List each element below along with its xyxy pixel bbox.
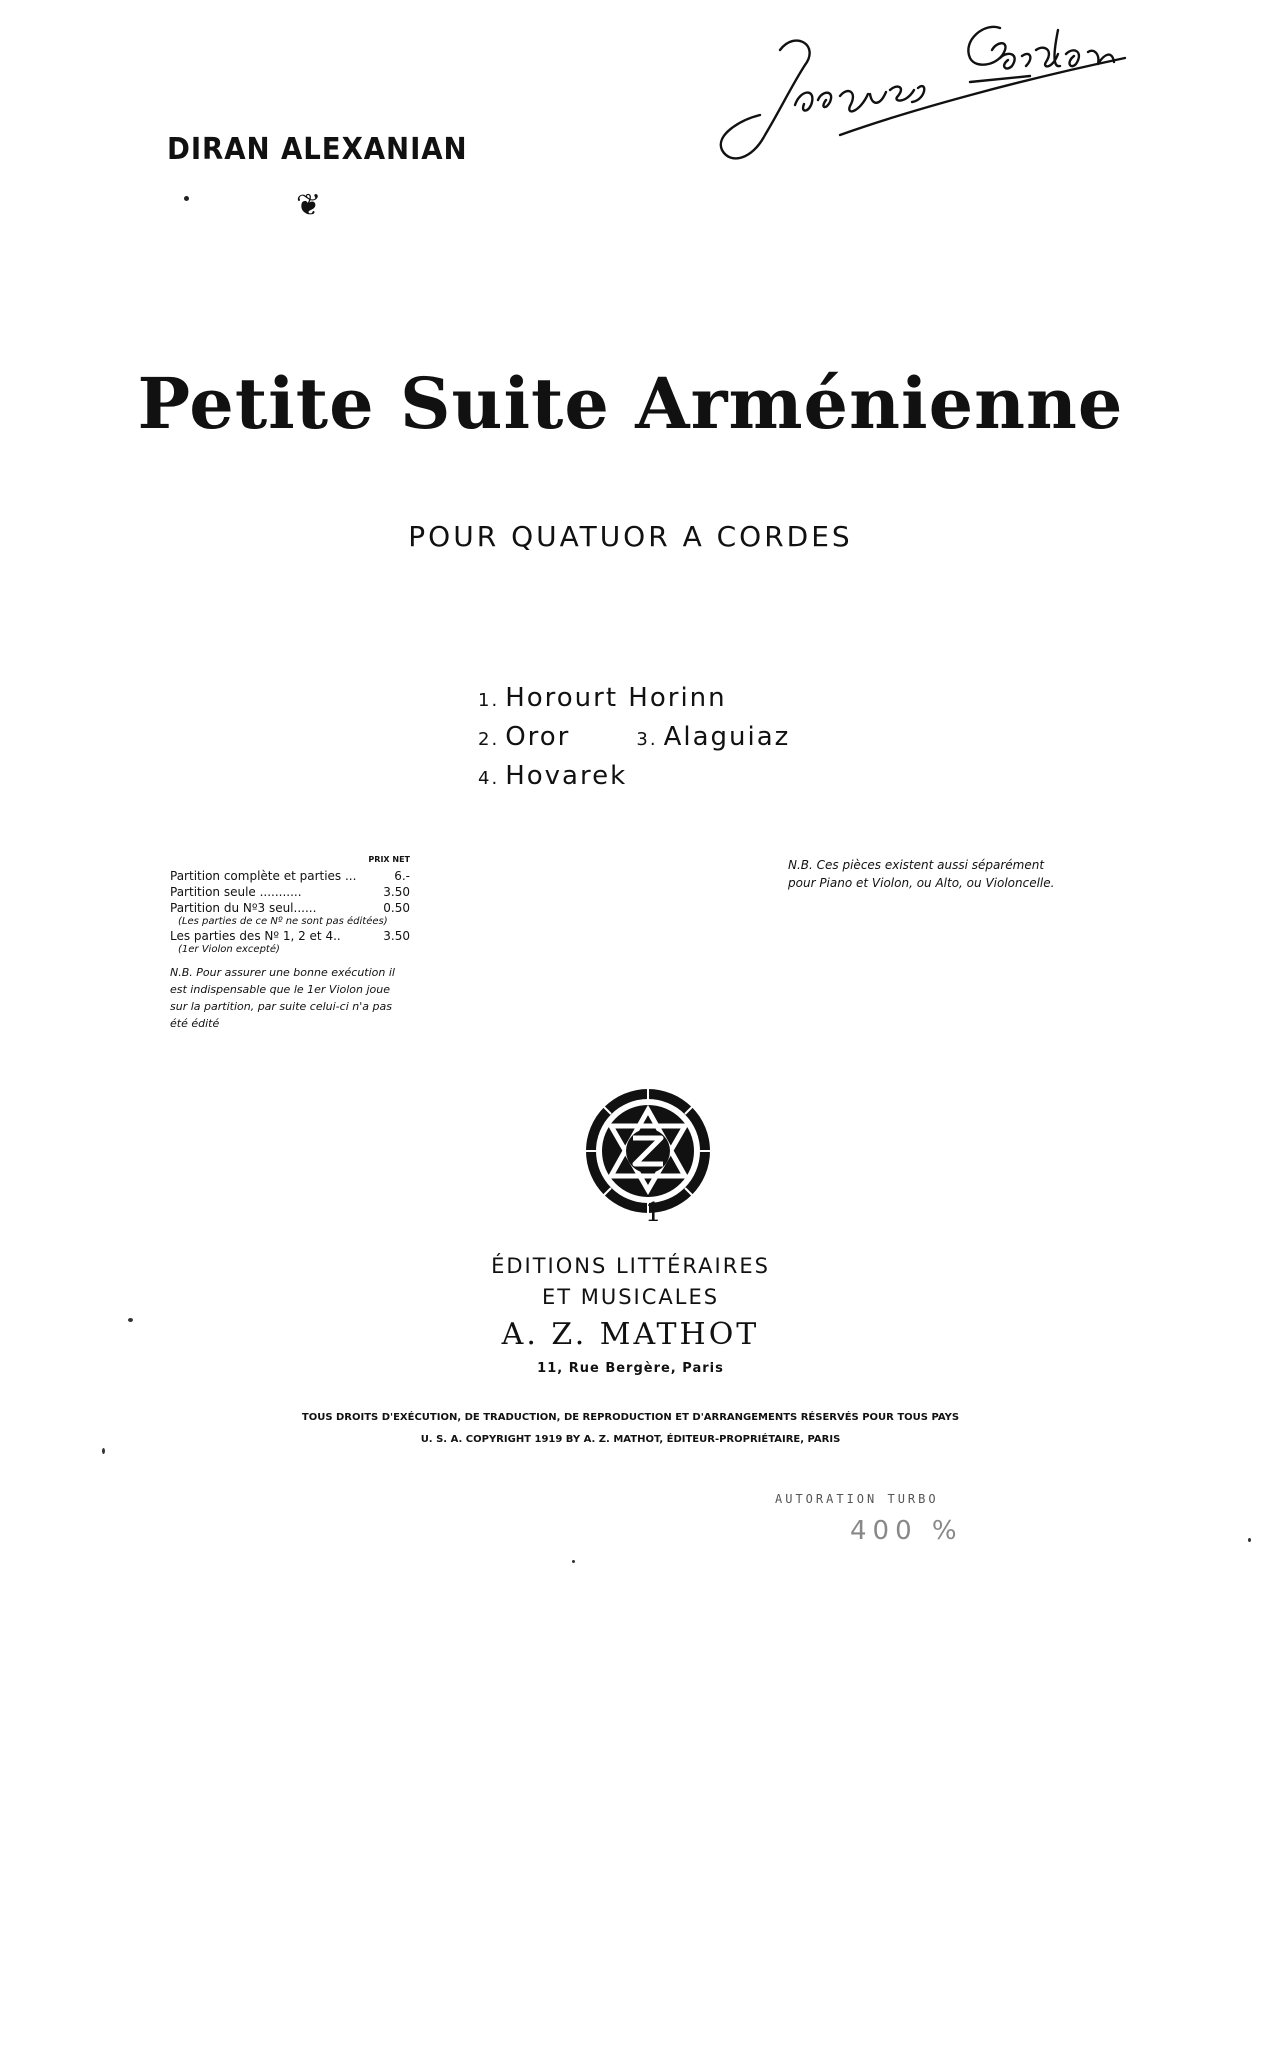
movement-row (478, 680, 790, 719)
publisher-emblem-icon (583, 1086, 713, 1216)
movement-list (478, 680, 790, 797)
movement-name: Oror (505, 722, 571, 752)
movement-number: 1. (478, 690, 500, 711)
ink-speck (1248, 1538, 1251, 1542)
price-label: Les parties des Nº 1, 2 et 4.. (170, 929, 341, 943)
composer-name: DIRAN ALEXANIAN (167, 132, 468, 167)
handwritten-signature (700, 10, 1130, 180)
price-row (170, 884, 410, 900)
movement-row (478, 758, 790, 797)
rights-notice (0, 1407, 1261, 1451)
movement-row (478, 719, 790, 758)
work-title: Petite Suite Arménienne (137, 362, 1124, 445)
emblem-number: 1 (645, 1198, 662, 1228)
price-row (170, 928, 410, 944)
movement-name: Hovarek (505, 761, 628, 791)
publisher-line-1: ÉDITIONS LITTÉRAIRES (491, 1254, 770, 1278)
price-header: PRIX NET (368, 855, 410, 864)
rights-line-2: U. S. A. COPYRIGHT 1919 BY A. Z. MATHOT, ÉDITEUR-PROPRIÉTAIRE, PARIS (420, 1434, 841, 1445)
price-value: 0.50 (383, 901, 410, 915)
movement-name: Alaguiaz (663, 722, 791, 752)
work-subtitle: POUR QUATUOR A CORDES (408, 520, 853, 553)
ink-stamp-text: AUTORATION TURBO (775, 1492, 939, 1506)
price-row (170, 868, 410, 884)
ink-speck (102, 1448, 105, 1454)
price-label: Partition du Nº3 seul...... (170, 901, 317, 915)
movement-number: 2. (478, 729, 500, 750)
fleuron-ornament: ❦ (296, 188, 322, 223)
rights-line-1: TOUS DROITS D'EXÉCUTION, DE TRADUCTION, DE REPRODUCTION ET D'ARRANGEMENTS RÉSERVÉS POUR TOUS PAYS (301, 1412, 960, 1423)
price-note: (Les parties de ce Nº ne sont pas éditées) (178, 916, 388, 927)
publisher-address: 11, Rue Bergère, Paris (537, 1361, 724, 1376)
publisher-name: A. Z. MATHOT (501, 1317, 760, 1352)
ink-stamp-percent: 400 % (850, 1516, 963, 1546)
movement-number: 3. (636, 729, 658, 750)
ink-speck (128, 1318, 133, 1322)
movement-number: 4. (478, 768, 500, 789)
price-row (170, 900, 410, 916)
publisher-block (0, 1250, 1261, 1380)
price-label: Partition complète et parties ... (170, 869, 357, 883)
performance-note: N.B. Pour assurer une bonne exécution il est indispensable que le 1er Violon joue sur la partition, par suite celui-ci n'a pas été édité (170, 966, 395, 1030)
price-note: (1er Violon excepté) (178, 944, 280, 955)
ink-speck (572, 1560, 575, 1563)
movement-name: Horourt Horinn (505, 683, 727, 713)
price-value: 6.- (394, 869, 410, 883)
price-label: Partition seule ........... (170, 885, 302, 899)
price-value: 3.50 (383, 929, 410, 943)
ink-speck (184, 196, 189, 201)
price-value: 3.50 (383, 885, 410, 899)
publisher-line-2: ET MUSICALES (541, 1285, 720, 1309)
price-list (170, 852, 410, 1032)
arrangement-note: N.B. Ces pièces existent aussi séparément pour Piano et Violon, ou Alto, ou Violoncelle. (788, 858, 1055, 890)
